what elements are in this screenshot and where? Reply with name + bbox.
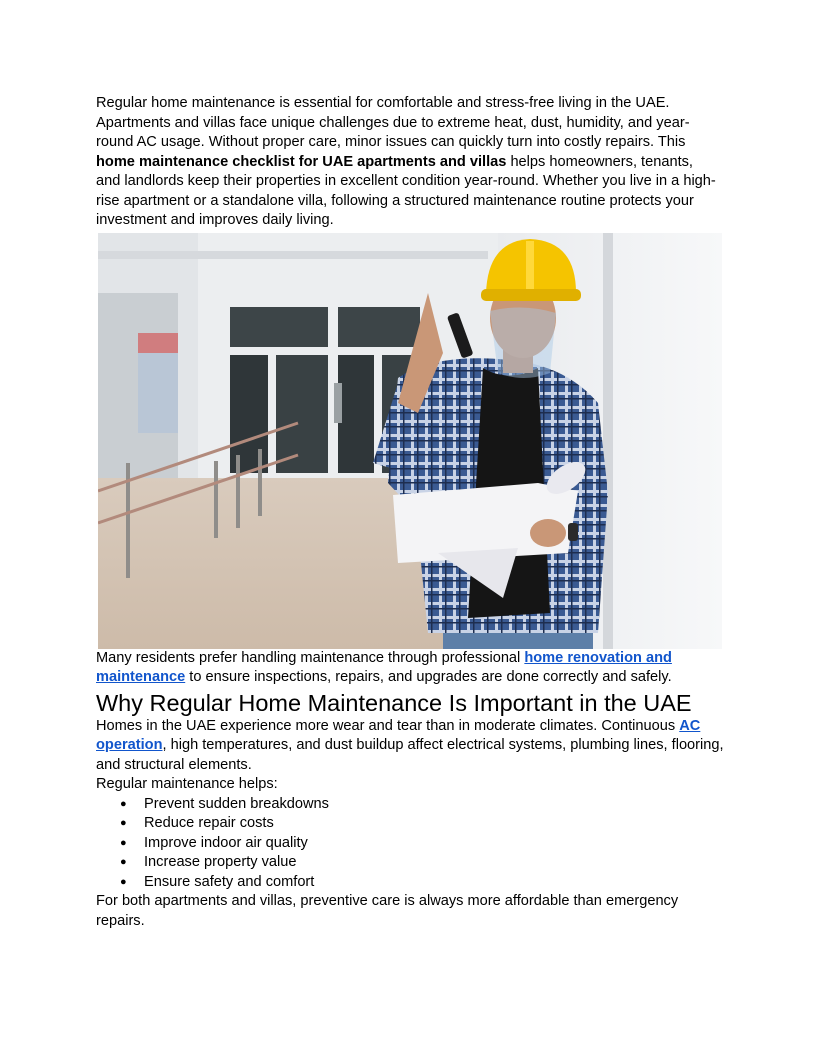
- list-item: ● Increase property value: [96, 853, 726, 873]
- helps-paragraph: Regular maintenance helps:: [96, 776, 278, 792]
- intro-paragraph: [96, 94, 721, 231]
- bullet-icon: ●: [120, 817, 127, 829]
- ac-operation-link[interactable]: AC operation: [96, 717, 701, 753]
- renovation-text-1: Many residents prefer handling maintenance through professional: [96, 649, 525, 666]
- wear-text-2: , high temperatures, and dust buildup affect electrical systems, plumbing lines, flooring, and structural elements.: [96, 737, 724, 773]
- benefits-list: [96, 795, 726, 893]
- list-item: ● Ensure safety and comfort: [96, 873, 726, 893]
- bullet-icon: ●: [120, 836, 127, 849]
- renovation-paragraph: [96, 649, 726, 688]
- home-renovation-link[interactable]: home renovation and maintenance: [96, 649, 672, 685]
- section-heading: Why Regular Home Maintenance Is Important in the UAE: [96, 689, 692, 716]
- closing-paragraph: For both apartments and villas, preventive care is always more affordable than emergency repairs.: [96, 893, 679, 929]
- bullet-icon: ●: [120, 856, 127, 868]
- intro-text-1: Regular home maintenance is essential for comfortable and stress-free living in the UAE. Apartments and villas face unique challenges due to extreme heat, dust, humidity, and year-round AC usage. Without proper care, minor issues can quickly turn into costly repairs. This: [96, 95, 690, 150]
- renovation-text-2: to ensure inspections, repairs, and upgrades are done correctly and safely.: [185, 669, 672, 685]
- wear-text-1: Homes in the UAE experience more wear and tear than in moderate climates. Continuous: [96, 717, 680, 734]
- wear-paragraph: [96, 717, 726, 776]
- intro-bold-phrase: home maintenance checklist for UAE apartments and villas: [96, 153, 507, 170]
- list-item: ● Improve indoor air quality: [96, 834, 726, 854]
- bullet-icon: ●: [120, 797, 127, 810]
- list-item: ● Reduce repair costs: [96, 814, 726, 834]
- document-page: [96, 94, 726, 931]
- list-item: ● Prevent sudden breakdowns: [96, 795, 726, 815]
- bullet-icon: ●: [120, 875, 127, 888]
- worker-photo: [98, 233, 722, 649]
- intro-text-2: helps homeowners, tenants, and landlords keep their properties in excellent condition year-round. Whether you live in a high-rise apartment or a standalone villa, following a structured maintenance routine protects your investment and improves daily living.: [96, 153, 716, 228]
